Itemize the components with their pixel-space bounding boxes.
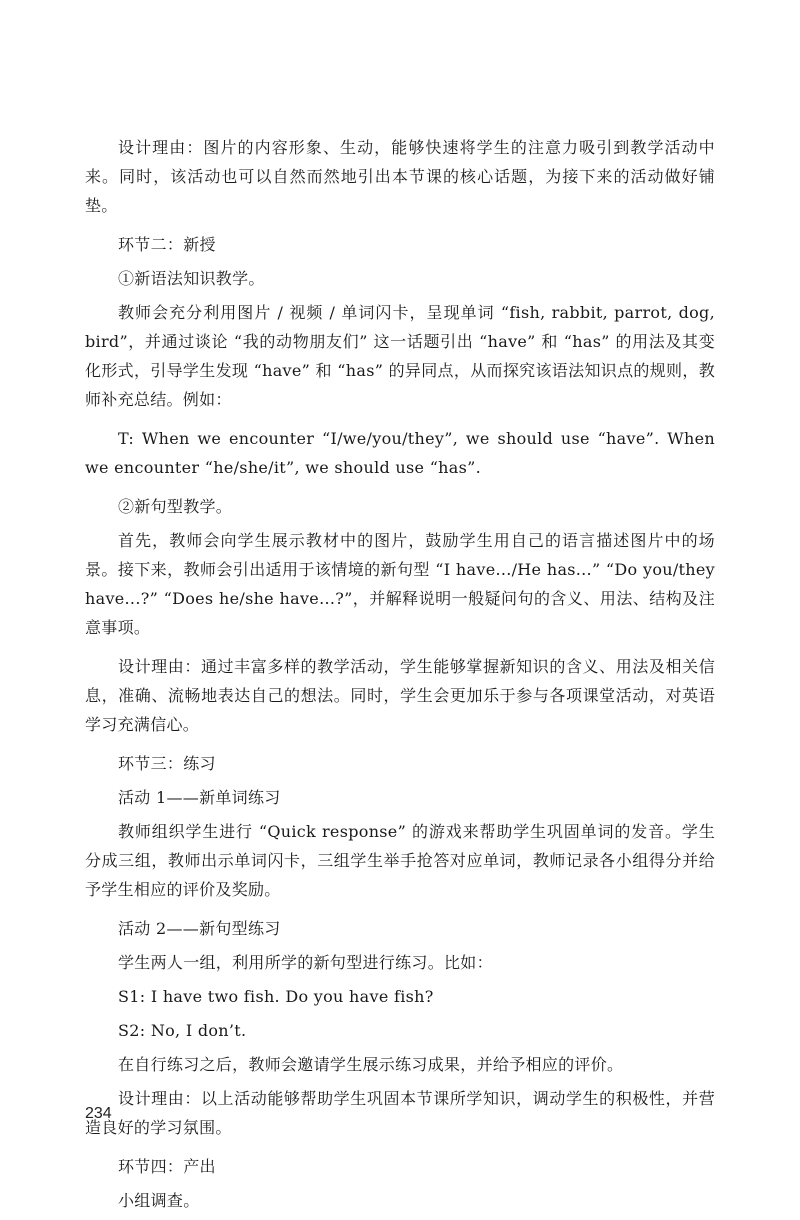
section-line: ①新语法知识教学。 bbox=[118, 269, 265, 288]
section-line: 活动 2——新句型练习 bbox=[118, 919, 281, 938]
body-paragraph: 首先，教师会向学生展示教材中的图片，鼓励学生用自己的语言描述图片中的场景。接下来，教师会引出适用于该情境的新句型 “I have.../He has...” “Do you/they have...?” “Does he/she have...?”，并解释说明一般疑问句的含义、用法、结构及注意事项。 bbox=[85, 531, 715, 637]
section-line: 学生两人一组，利用所学的新句型进行练习。比如： bbox=[118, 953, 493, 972]
body-paragraph: 设计理由：通过丰富多样的教学活动，学生能够掌握新知识的含义、用法及相关信息，准确、流畅地表达自己的想法。同时，学生会更加乐于参与各项课堂活动，对英语学习充满信心。 bbox=[85, 657, 715, 734]
page-body-text bbox=[85, 133, 715, 1220]
section-line: 活动 1——新单词练习 bbox=[118, 788, 281, 807]
section-line: 小组调查。 bbox=[118, 1191, 200, 1210]
body-paragraph: 教师会充分利用图片 / 视频 / 单词闪卡，呈现单词 “fish, rabbit, parrot, dog, bird”，并通过谈论 “我的动物朋友们” 这一话题引出 “have” 和 “has” 的用法及其变化形式，引导学生发现 “have” 和 “has” 的异同点，从而探究该语法知识点的规则，教师补充总结。例如： bbox=[85, 303, 715, 409]
body-paragraph: 设计理由：图片的内容形象、生动，能够快速将学生的注意力吸引到教学活动中来。同时，该活动也可以自然而然地引出本节课的核心话题，为接下来的活动做好铺垫。 bbox=[85, 138, 715, 215]
body-paragraph: 设计理由：以上活动能够帮助学生巩固本节课所学知识，调动学生的积极性，并营造良好的学习氛围。 bbox=[85, 1089, 715, 1137]
section-line: S1: I have two fish. Do you have fish? bbox=[118, 987, 434, 1006]
section-line: 在自行练习之后，教师会邀请学生展示练习成果，并给予相应的评价。 bbox=[118, 1055, 624, 1074]
body-paragraph: 教师组织学生进行 “Quick response” 的游戏来帮助学生巩固单词的发音。学生分成三组，教师出示单词闪卡，三组学生举手抢答对应单词，教师记录各小组得分并给予学生相应的评价及奖励。 bbox=[85, 822, 715, 899]
section-line: 环节四：产出 bbox=[118, 1157, 216, 1176]
section-line: 环节三：练习 bbox=[118, 754, 216, 773]
body-paragraph: T: When we encounter “I/we/you/they”, we should use “have”. When we encounter “he/she/it”, we should use “has”. bbox=[85, 429, 715, 477]
section-line: S2: No, I don’t. bbox=[118, 1021, 247, 1040]
section-line: 环节二：新授 bbox=[118, 235, 216, 254]
page-number: 234 bbox=[85, 1105, 112, 1122]
section-line: ②新句型教学。 bbox=[118, 497, 233, 516]
